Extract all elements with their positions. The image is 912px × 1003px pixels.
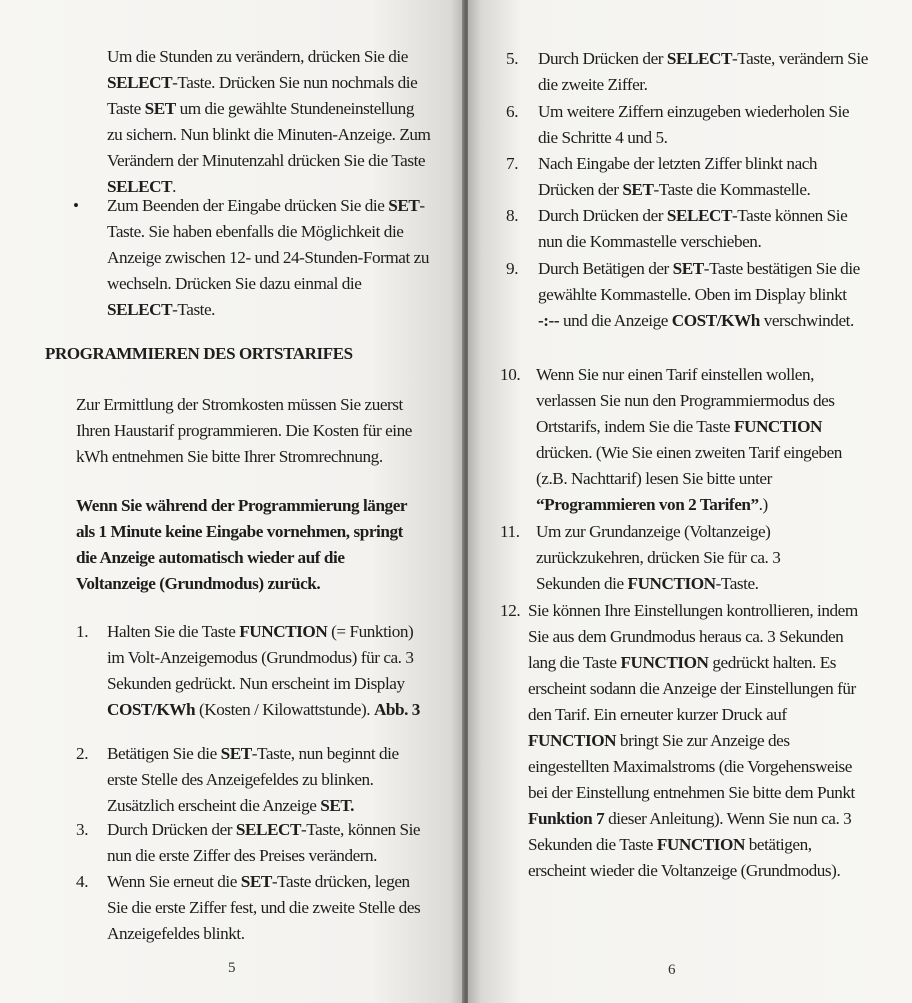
intro-paragraph	[107, 44, 432, 200]
text-run: drücken. (Wie Sie einen zweiten Tarif eingeben (z.B. Nachttarif) lesen Sie bitte unter	[536, 443, 842, 488]
section-heading: PROGRAMMIEREN DES ORTSTARIFES	[45, 344, 353, 363]
key-label: SELECT	[107, 73, 173, 92]
step-number: 12.	[500, 601, 521, 620]
text-run: (= Funktion) im Volt-Anzeigemodus (Grundmodus) für ca. 3 Sekunden gedrückt. Nun erscheint im Display	[107, 622, 414, 693]
display-label: SET.	[320, 796, 354, 815]
text-run: und die Anzeige	[559, 311, 672, 330]
text-run: -Taste. Sie haben ebenfalls die Möglichkeit die Anzeige zwischen 12- und 24-Stunden-Format zu wechseln. Drücken Sie dazu einmal die	[107, 196, 429, 293]
key-label: SELECT	[235, 820, 302, 839]
page-number-left: 5	[228, 960, 236, 976]
display-label: COST/KWh	[107, 700, 196, 719]
figure-ref: Abb. 3	[373, 700, 420, 719]
text-run: Durch Drücken der	[538, 206, 667, 225]
bullet-symbol: •	[73, 196, 79, 215]
text-run: (Kosten / Kilowattstunde).	[195, 700, 374, 719]
key-label: SELECT	[107, 177, 173, 196]
text-run: betätigen, erscheint wieder die Voltanzeige (Grundmodus).	[528, 835, 841, 880]
step-text	[528, 598, 858, 884]
key-label: SET	[672, 259, 704, 278]
section-ref: “Programmieren von 2 Tarifen”	[536, 495, 759, 514]
text-run: dieser Anleitung). Wenn Sie nun ca. 3 Sekunden die Taste	[528, 809, 852, 854]
step-text	[107, 869, 429, 947]
text-run: .)	[758, 495, 768, 514]
step-number: 10.	[500, 365, 521, 384]
display-label: COST/KWh	[671, 311, 760, 330]
key-label: FUNCTION	[733, 417, 823, 436]
text-run: bringt Sie zur Anzeige des eingestellten Maximalstroms (die Vorgehensweise bei der Einstellung entnehmen Sie bitte dem Punkt	[528, 731, 855, 802]
step-text	[538, 151, 868, 203]
text-run: gedrückt halten. Es erscheint sodann die Anzeige der Einstellungen für den Tarif. Ein erneuter kurzer Druck auf	[528, 653, 856, 724]
step-text	[538, 99, 868, 151]
page-number-right: 6	[668, 962, 676, 978]
step-number: 1.	[76, 622, 89, 641]
step-number: 4.	[76, 872, 89, 891]
key-label: SELECT	[666, 49, 733, 68]
text-run: Halten Sie die Taste	[107, 622, 240, 641]
bullet-paragraph	[107, 193, 432, 323]
step-text	[107, 741, 427, 819]
key-label: FUNCTION	[528, 731, 617, 750]
text-run: Betätigen Sie die	[107, 744, 221, 763]
text-run: -Taste, verändern Sie die zweite Ziffer.	[538, 49, 868, 94]
display-label: -:--	[538, 311, 560, 330]
step-text	[536, 362, 868, 518]
text-run: -Taste bestätigen Sie die gewählte Kommastelle. Oben im Display blinkt	[538, 259, 860, 304]
text-run: Durch Drücken der	[107, 820, 236, 839]
text-run: -Taste.	[715, 574, 759, 593]
section-ref: Funktion 7	[528, 809, 605, 828]
step-number: 3.	[76, 820, 89, 839]
step-text	[538, 46, 868, 98]
text-run: Wenn Sie nur einen Tarif einstellen wollen, verlassen Sie nun den Programmiermodus des Ortstarifs, indem Sie die Taste	[536, 365, 835, 436]
text-run: Um die Stunden zu verändern, drücken Sie die	[107, 47, 408, 66]
key-label: SET	[144, 99, 176, 118]
step-number: 7.	[506, 154, 519, 173]
text-run: Sie können Ihre Einstellungen kontrollieren, indem Sie aus dem Grundmodus heraus ca. 3 Sekunden lang die Taste	[528, 601, 858, 672]
key-label: FUNCTION	[656, 835, 745, 854]
key-label: FUNCTION	[239, 622, 328, 641]
text-run: -Taste drücken, legen Sie die erste Ziffer fest, und die zweite Stelle des Anzeigefeldes blinkt.	[107, 872, 421, 943]
text-run: Nach Eingabe der letzten Ziffer blinkt nach Drücken der	[538, 154, 818, 199]
step-text	[107, 619, 427, 723]
text-run: verschwindet.	[759, 311, 854, 330]
text-run: -Taste können Sie nun die Kommastelle verschieben.	[538, 206, 848, 251]
warning-paragraph: Wenn Sie während der Programmierung länger als 1 Minute keine Eingabe vornehmen, springt die Anzeige automatisch wieder auf die Voltanzeige (Grundmodus) zurück.	[76, 496, 407, 593]
key-label: SET	[388, 196, 420, 215]
key-label: SELECT	[107, 300, 173, 319]
text-run: Zum Beenden der Eingabe drücken Sie die	[107, 196, 389, 215]
step-text	[536, 519, 836, 597]
text-run: Durch Betätigen der	[538, 259, 673, 278]
step-number: 2.	[76, 744, 89, 763]
key-label: SELECT	[666, 206, 733, 225]
step-text	[107, 817, 427, 869]
step-number: 9.	[506, 259, 519, 278]
step-number: 8.	[506, 206, 519, 225]
text-run: -Taste, können Sie nun die erste Ziffer des Preises verändern.	[107, 820, 421, 865]
text-run: Um weitere Ziffern einzugeben wiederholen Sie die Schritte 4 und 5.	[538, 102, 850, 147]
text-run: -Taste. Drücken Sie nun nochmals die Taste	[107, 73, 418, 118]
text-run: Um zur Grundanzeige (Voltanzeige) zurückzukehren, drücken Sie für ca. 3 Sekunden die	[536, 522, 781, 593]
text-run: um die gewählte Stundeneinstellung zu sichern. Nun blinkt die Minuten-Anzeige. Zum Verändern der Minutenzahl drücken Sie die Taste	[107, 99, 431, 170]
key-label: SET	[622, 180, 654, 199]
key-label: SET	[240, 872, 272, 891]
text-run: Wenn Sie erneut die	[107, 872, 241, 891]
text-run: -Taste.	[172, 300, 216, 319]
text-run: Durch Drücken der	[538, 49, 667, 68]
key-label: SET	[220, 744, 252, 763]
step-number: 6.	[506, 102, 519, 121]
step-number: 5.	[506, 49, 519, 68]
step-text	[538, 256, 860, 334]
intro-tariff-paragraph: Zur Ermittlung der Stromkosten müssen Sie zuerst Ihren Haustarif programmieren. Die Kosten für eine kWh entnehmen Sie bitte Ihrer Stromrechnung.	[76, 395, 412, 466]
step-text	[538, 203, 868, 255]
key-label: FUNCTION	[620, 653, 709, 672]
text-run: -Taste die Kommastelle.	[653, 180, 811, 199]
key-label: FUNCTION	[627, 574, 716, 593]
text-run: .	[172, 177, 176, 196]
step-number: 11.	[500, 522, 520, 541]
text-run: -Taste, nun beginnt die erste Stelle des Anzeigefeldes zu blinken. Zusätzlich erscheint die Anzeige	[107, 744, 399, 815]
